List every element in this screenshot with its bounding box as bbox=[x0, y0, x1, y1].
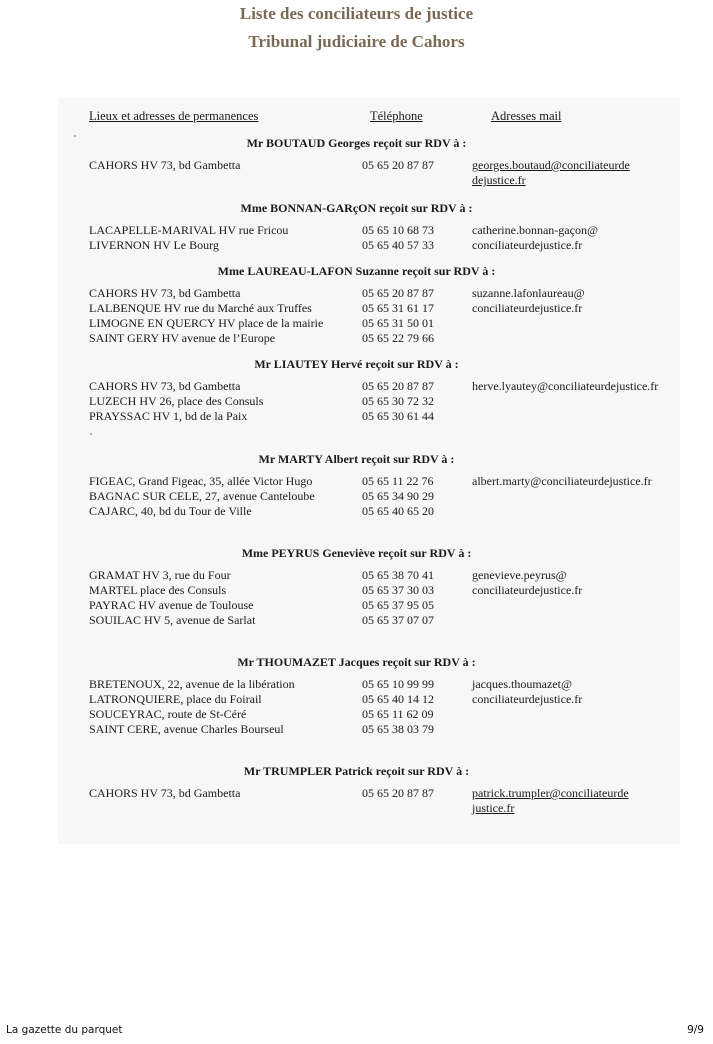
document-title: Liste des conciliateurs de justice bbox=[239, 4, 474, 23]
permanence-row bbox=[0, 316, 713, 331]
column-header-lieux: Lieux et adresses de permanences bbox=[89, 109, 259, 123]
phone-number: 05 65 40 65 20 bbox=[362, 504, 434, 518]
email-address: conciliateurdejustice.fr bbox=[472, 301, 583, 315]
email-address: justice.fr bbox=[472, 801, 515, 815]
email-address: genevieve.peyrus@ bbox=[472, 568, 567, 582]
permanence-row bbox=[0, 504, 713, 519]
permanence-location: GRAMAT HV 3, rue du Four bbox=[89, 568, 231, 582]
conciliator-heading: Mr BOUTAUD Georges reçoit sur RDV à : bbox=[246, 136, 467, 150]
permanence-row bbox=[0, 568, 713, 583]
permanence-location: PAYRAC HV avenue de Toulouse bbox=[89, 598, 254, 612]
phone-number: 05 65 40 14 12 bbox=[362, 692, 434, 706]
phone-number: 05 65 40 57 33 bbox=[362, 238, 434, 252]
phone-number: 05 65 37 30 03 bbox=[362, 583, 434, 597]
phone-number: 05 65 20 87 87 bbox=[362, 379, 434, 393]
phone-number: 05 65 31 50 01 bbox=[362, 316, 434, 330]
permanence-row bbox=[0, 613, 713, 628]
permanence-row bbox=[0, 223, 713, 238]
phone-number: 05 65 22 79 66 bbox=[362, 331, 434, 345]
column-header-telephone: Téléphone bbox=[370, 109, 423, 123]
conciliator-heading: Mr LIAUTEY Hervé reçoit sur RDV à : bbox=[254, 357, 459, 371]
permanence-location: BRETENOUX, 22, avenue de la libération bbox=[89, 677, 295, 691]
email-address: dejustice.fr bbox=[472, 173, 526, 187]
column-header-mail: Adresses mail bbox=[491, 109, 562, 123]
permanence-location: LIMOGNE EN QUERCY HV place de la mairie bbox=[89, 316, 324, 330]
permanence-row bbox=[0, 286, 713, 301]
permanence-location: CAJARC, 40, bd du Tour de Ville bbox=[89, 504, 252, 518]
phone-number: 05 65 11 62 09 bbox=[362, 707, 434, 721]
phone-number: 05 65 37 07 07 bbox=[362, 613, 434, 627]
permanence-location: CAHORS HV 73, bd Gambetta bbox=[89, 379, 241, 393]
permanence-location: LACAPELLE-MARIVAL HV rue Fricou bbox=[89, 223, 289, 237]
email-address: patrick.trumpler@conciliateurde bbox=[472, 786, 629, 800]
permanence-location: CAHORS HV 73, bd Gambetta bbox=[89, 786, 241, 800]
permanence-row bbox=[0, 158, 713, 173]
permanence-row bbox=[0, 379, 713, 394]
permanence-row bbox=[0, 301, 713, 316]
permanence-row bbox=[0, 489, 713, 504]
phone-number: 05 65 11 22 76 bbox=[362, 474, 434, 488]
permanence-row bbox=[0, 786, 713, 801]
phone-number: 05 65 30 72 32 bbox=[362, 394, 434, 408]
permanence-location: SAINT GERY HV avenue de l’Europe bbox=[89, 331, 276, 345]
permanence-row bbox=[0, 474, 713, 489]
conciliator-heading: Mme LAUREAU-LAFON Suzanne reçoit sur RDV à : bbox=[217, 264, 496, 278]
phone-number: 05 65 34 90 29 bbox=[362, 489, 434, 503]
permanence-location: LALBENQUE HV rue du Marché aux Truffes bbox=[89, 301, 312, 315]
footer-publication: La gazette du parquet bbox=[6, 1024, 123, 1036]
permanence-location: LUZECH HV 26, place des Consuls bbox=[89, 394, 264, 408]
permanence-row bbox=[0, 801, 713, 816]
phone-number: 05 65 37 95 05 bbox=[362, 598, 434, 612]
email-address: jacques.thoumazet@ bbox=[472, 677, 573, 691]
permanence-location: SOUILAC HV 5, avenue de Sarlat bbox=[89, 613, 256, 627]
permanence-row bbox=[0, 173, 713, 188]
permanence-location: MARTEL place des Consuls bbox=[89, 583, 227, 597]
permanence-row bbox=[0, 583, 713, 598]
permanence-row bbox=[0, 331, 713, 346]
permanence-row bbox=[0, 692, 713, 707]
permanence-row bbox=[0, 677, 713, 692]
email-address: conciliateurdejustice.fr bbox=[472, 583, 583, 597]
conciliator-heading: Mme BONNAN-GARçON reçoit sur RDV à : bbox=[240, 201, 473, 215]
permanence-row bbox=[0, 707, 713, 722]
permanence-row bbox=[0, 238, 713, 253]
email-address: catherine.bonnan-gaçon@ bbox=[472, 223, 598, 237]
permanence-location: CAHORS HV 73, bd Gambetta bbox=[89, 158, 241, 172]
conciliator-heading: Mme PEYRUS Geneviève reçoit sur RDV à : bbox=[241, 546, 472, 560]
document-subtitle: Tribunal judiciaire de Cahors bbox=[248, 32, 465, 51]
permanence-location: PRAYSSAC HV 1, bd de la Paix bbox=[89, 409, 248, 423]
permanence-location: BAGNAC SUR CELE, 27, avenue Canteloube bbox=[89, 489, 315, 503]
email-address: conciliateurdejustice.fr bbox=[472, 238, 583, 252]
phone-number: 05 65 10 68 73 bbox=[362, 223, 434, 237]
phone-number: 05 65 38 70 41 bbox=[362, 568, 434, 582]
permanence-row bbox=[0, 394, 713, 409]
phone-number: 05 65 20 87 87 bbox=[362, 286, 434, 300]
permanence-location: SAINT CERE, avenue Charles Bourseul bbox=[89, 722, 284, 736]
permanence-location: LATRONQUIERE, place du Foirail bbox=[89, 692, 262, 706]
permanence-location: CAHORS HV 73, bd Gambetta bbox=[89, 286, 241, 300]
permanence-location: FIGEAC, Grand Figeac, 35, allée Victor Hugo bbox=[89, 474, 313, 488]
conciliator-heading: Mr THOUMAZET Jacques reçoit sur RDV à : bbox=[237, 655, 476, 669]
email-address: georges.boutaud@conciliateurde bbox=[472, 158, 630, 172]
permanence-location: SOUCEYRAC, route de St-Céré bbox=[89, 707, 247, 721]
email-address: herve.lyautey@conciliateurdejustice.fr bbox=[472, 379, 659, 393]
email-address: conciliateurdejustice.fr bbox=[472, 692, 583, 706]
email-address: suzanne.lafonlaureau@ bbox=[472, 286, 585, 300]
phone-number: 05 65 20 87 87 bbox=[362, 158, 434, 172]
conciliator-heading: Mr MARTY Albert reçoit sur RDV à : bbox=[258, 452, 455, 466]
footer-page-number: 9/9 bbox=[687, 1024, 704, 1036]
permanence-row bbox=[0, 598, 713, 613]
phone-number: 05 65 20 87 87 bbox=[362, 786, 434, 800]
phone-number: 05 65 38 03 79 bbox=[362, 722, 434, 736]
permanence-row bbox=[0, 409, 713, 424]
phone-number: 05 65 10 99 99 bbox=[362, 677, 434, 691]
email-address: albert.marty@conciliateurdejustice.fr bbox=[472, 474, 652, 488]
phone-number: 05 65 30 61 44 bbox=[362, 409, 434, 423]
scan-speck bbox=[90, 433, 92, 435]
phone-number: 05 65 31 61 17 bbox=[362, 301, 434, 315]
permanence-location: LIVERNON HV Le Bourg bbox=[89, 238, 219, 252]
permanence-row bbox=[0, 722, 713, 737]
conciliator-heading: Mr TRUMPLER Patrick reçoit sur RDV à : bbox=[243, 764, 470, 778]
